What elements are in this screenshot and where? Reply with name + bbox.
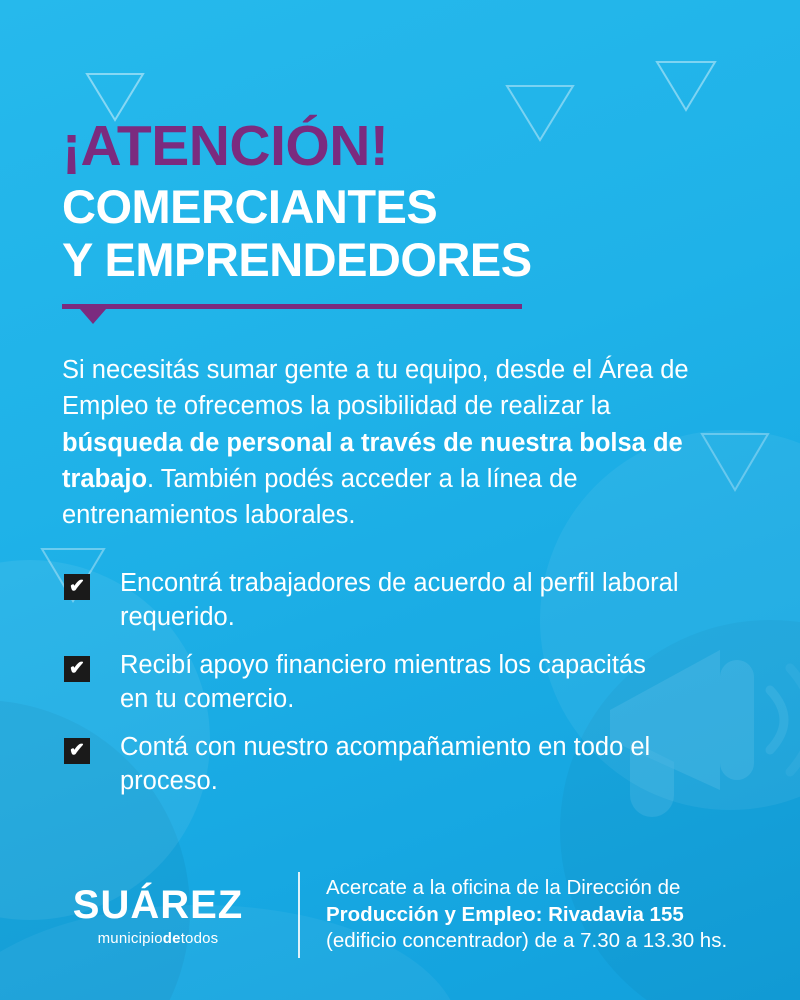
poster-content — [0, 114, 800, 799]
benefits-list — [64, 567, 740, 798]
headline-line-1: COMERCIANTES — [62, 180, 438, 233]
headline-line-2: Y EMPRENDEDORES — [62, 232, 532, 286]
list-item — [64, 649, 740, 717]
list-item — [64, 731, 740, 799]
brand-name: SUÁREZ — [72, 882, 244, 927]
brand-tagline — [18, 931, 298, 946]
footer-contact-info — [326, 875, 727, 955]
footer-line-1: Acercate a la oficina de la Dirección de — [326, 876, 681, 900]
headline-divider — [62, 304, 522, 326]
intro-paragraph-part1: Si necesitás sumar gente a tu equipo, desde el Área de Empleo te ofrecemos la posibilidad de realizar la — [62, 356, 689, 421]
brand-tagline-part2: de — [162, 929, 181, 947]
checkbox-checked-icon: ✔ — [64, 738, 90, 764]
divider-notch-icon — [80, 309, 106, 324]
poster-footer — [0, 830, 800, 1000]
headline-block — [60, 114, 740, 286]
footer-divider — [298, 872, 300, 958]
footer-line-2-label: Producción y Empleo: — [326, 902, 549, 926]
footer-address: Rivadavia 155 — [548, 902, 684, 926]
intro-paragraph-part2: . También podés acceder a la línea de entrenamientos laborales. — [62, 464, 578, 530]
brand-tagline-part3: todos — [180, 929, 219, 947]
list-item — [64, 567, 740, 635]
footer-line-3: (edificio concentrador) de a 7.30 a 13.30 hs. — [326, 929, 728, 953]
footer-line-2 — [326, 902, 727, 929]
intro-paragraph — [62, 352, 712, 533]
brand-tagline-part1: municipio — [97, 929, 163, 947]
list-item-label: Contá con nuestro acompañamiento en todo el proceso. — [120, 732, 651, 795]
triangle-outline-icon — [655, 58, 717, 114]
list-item-label: Encontrá trabajadores de acuerdo al perfil laboral requerido. — [120, 569, 679, 632]
headline-attention: ¡ATENCIÓN! — [62, 114, 389, 178]
list-item-label: Recibí apoyo financiero mientras los capacitás en tu comercio. — [120, 651, 646, 713]
divider-bar — [62, 304, 522, 309]
brand-logo — [0, 882, 298, 947]
checkbox-checked-icon: ✔ — [64, 574, 90, 600]
intro-paragraph-bold: búsqueda de personal a través de nuestra bolsa de trabajo — [62, 428, 683, 493]
checkbox-checked-icon: ✔ — [64, 656, 90, 682]
